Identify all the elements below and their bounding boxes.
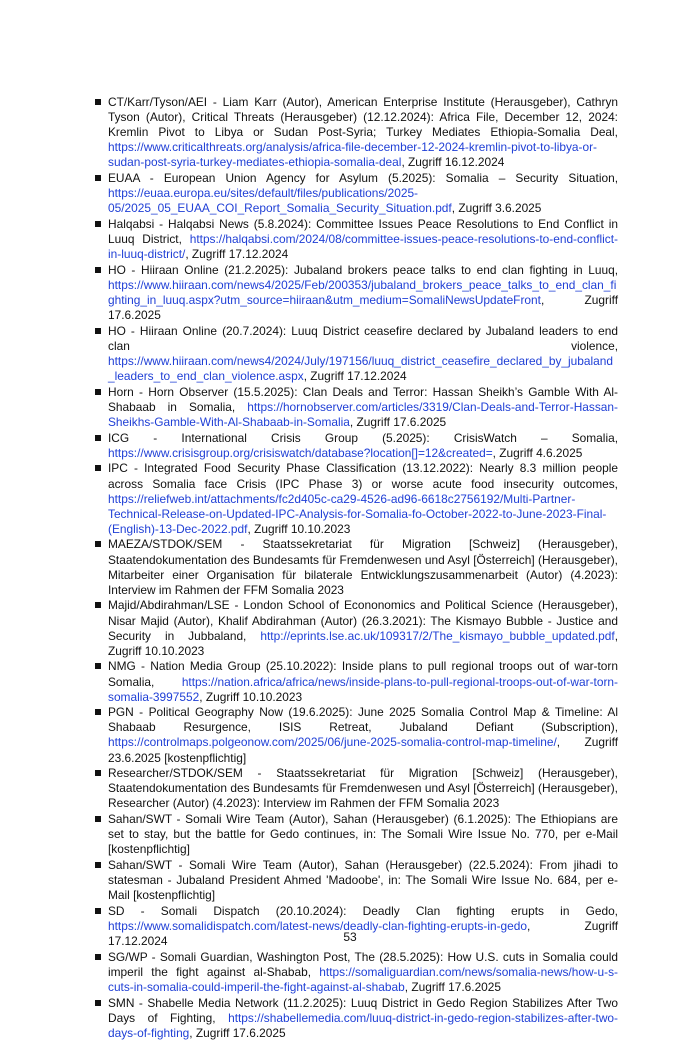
reference-item [94, 431, 618, 461]
reference-item [94, 950, 618, 995]
reference-access-date: , Zugriff 17.12.2024 [303, 369, 407, 384]
reference-link[interactable]: https://www.criticalthreats.org/analysis/africa-file-december-12-2024-kremlin-pivot-to-libya-or-sudan-post-syria-turkey-mediates-ethiopia-somalia-deal [108, 140, 598, 170]
reference-text: SG/WP - Somali Guardian, Washington Post, The (28.5.2025): How U.S. cuts in Somalia could imperil the fight against al-Shabab, [108, 949, 618, 979]
reference-link[interactable]: https://somaliguardian.com/news/somalia-news/how-u-s-cuts-in-somalia-could-imperil-the-fight-against-al-shabab [108, 964, 618, 994]
reference-access-date: , Zugriff 17.6.2025 [349, 414, 447, 429]
reference-access-date: , Zugriff 23.6.2025 [kostenpflichtig] [108, 735, 618, 765]
reference-item [94, 537, 618, 597]
reference-text: Halqabsi - Halqabsi News (5.8.2024): Committee Issues Peace Resolutions to End Conflict in Luuq District, [108, 216, 618, 247]
page-number: 53 [343, 930, 357, 944]
reference-item [94, 766, 618, 811]
reference-access-date: , Zugriff 17.12.2024 [108, 918, 618, 949]
reference-text: HO - Hiiraan Online (20.7.2024): Luuq District ceasefire declared by Jubaland leaders to end clan violence, [108, 323, 618, 353]
reference-link[interactable]: https://www.hiiraan.com/news4/2025/Feb/200353/jubaland_brokers_peace_talks_to_end_clan_fighting_in_luuq.aspx?utm_source=hiiraan&utm_medium=SomaliNewsUpdateFront [108, 277, 617, 307]
reference-text: NMG - Nation Media Group (25.10.2022): Inside plans to pull regional troops out of war-torn Somalia, [108, 659, 618, 689]
reference-list [94, 95, 618, 1042]
reference-link[interactable]: https://hornobserver.com/articles/3319/Clan-Deals-and-Terror-Hassan-Sheikhs-Gamble-With-Al-Shabaab-in-Somalia [108, 399, 618, 429]
reference-access-date: , Zugriff 17.6.2025 [404, 979, 502, 994]
reference-text: Horn - Horn Observer (15.5.2025): Clan Deals and Terror: Hassan Sheikh’s Gamble With Al-Shabaab in Somalia, [108, 384, 618, 414]
reference-item [94, 171, 618, 216]
reference-text: HO - Hiiraan Online (21.2.2025): Jubaland brokers peace talks to end clan fighting in Luuq, [108, 262, 618, 277]
reference-text: PGN - Political Geography Now (19.6.2025): June 2025 Somalia Control Map & Timeline: Al Shabaab Resurgence, ISIS Retreat, Jubaland Defiant (Subscription), [108, 705, 618, 735]
reference-item [94, 95, 618, 170]
reference-text: ICG - International Crisis Group (5.2025): CrisisWatch – Somalia, [108, 430, 618, 445]
reference-item [94, 217, 618, 262]
reference-item [94, 385, 618, 430]
reference-link[interactable]: https://www.crisisgroup.org/crisiswatch/database?location[]=12&created= [108, 445, 493, 460]
reference-access-date: , Zugriff 16.12.2024 [401, 155, 505, 170]
reference-link[interactable]: https://nation.africa/africa/news/inside-plans-to-pull-regional-troops-out-of-war-torn-somalia-3997552 [108, 674, 618, 704]
reference-link[interactable]: https://euaa.europa.eu/sites/default/files/publications/2025-05/2025_05_EUAA_COI_Report_Somalia_Security_Situation.pdf [108, 186, 452, 216]
reference-access-date: , Zugriff 10.10.2023 [108, 628, 618, 658]
reference-item [94, 705, 618, 765]
reference-access-date: , Zugriff 17.12.2024 [185, 247, 289, 262]
reference-link[interactable]: https://halqabsi.com/2024/08/committee-issues-peace-resolutions-to-end-conflict-in-luuq-district/ [108, 232, 618, 262]
reference-text: Majid/Abdirahman/LSE - London School of Econonomics and Political Science (Herausgeber), Nisar Majid (Autor), Khalif Abdirahman (Autor) (26.3.2021): The Kismayo Bubble - Justice and Security in Jubbaland, [108, 598, 618, 643]
reference-access-date: , Zugriff 17.6.2025 [108, 293, 618, 323]
reference-link[interactable]: https://shabellemedia.com/luuq-district-in-gedo-region-stabilizes-after-two-days-of-fighting [108, 1010, 618, 1040]
reference-link[interactable]: https://reliefweb.int/attachments/fc2d405c-ca29-4526-ad96-6618c2756192/Multi-Partner-Technical-Release-on-Updated-IPC-Analysis-for-Somalia-fo-October-2022-to-June-2023-Final-(English)-13-Dec-2022.pdf [108, 491, 607, 536]
reference-access-date: , Zugriff 10.10.2023 [247, 521, 351, 536]
reference-access-date: , Zugriff 4.6.2025 [492, 445, 583, 460]
reference-item [94, 324, 618, 384]
reference-access-date: , Zugriff 10.10.2023 [199, 689, 303, 704]
reference-link[interactable]: https://controlmaps.polgeonow.com/2025/06/june-2025-somalia-control-map-timeline/ [108, 735, 557, 750]
reference-text: Sahan/SWT - Somali Wire Team (Autor), Sahan (Herausgeber) (6.1.2025): The Ethiopians are set to stay, but the battle for Gedo continues, in: The Somali Wire Issue No. 770, per e-Mail [kostenpflichtig] [108, 812, 618, 857]
reference-text: EUAA - European Union Agency for Asylum (5.2025): Somalia – Security Situation, [108, 171, 618, 186]
reference-text: IPC - Integrated Food Security Phase Classification (13.12.2022): Nearly 8.3 million people across Somalia face Crisis (IPC Phase 3) or worse acute food insecurity outcomes, [108, 461, 618, 491]
reference-text: Sahan/SWT - Somali Wire Team (Autor), Sahan (Herausgeber) (22.5.2024): From jihadi to statesman - Jubaland President Ahmed 'Madoobe', in: The Somali Wire Issue No. 684, per e-Mail [kostenpflichtig] [108, 858, 618, 903]
reference-item [94, 461, 618, 536]
reference-item [94, 812, 618, 857]
reference-access-date: , Zugriff 17.6.2025 [189, 1025, 286, 1040]
reference-text: MAEZA/STDOK/SEM - Staatssekretariat für Migration [Schweiz] (Herausgeber), Staatendokumentation des Bundesamts für Fremdenwesen und Asyl [Österreich] (Herausgeber), Mitarbeiter einer Organisation für bilaterale Entwicklungszusammenarbeit (Autor) (4.2023): Interview im Rahmen der FFM Somalia 2023 [108, 537, 618, 597]
reference-item [94, 598, 618, 658]
reference-link[interactable]: https://www.hiiraan.com/news4/2024/July/197156/luuq_district_ceasefire_declared_by_jubaland_leaders_to_end_clan_violence.aspx [108, 353, 614, 384]
reference-text: Researcher/STDOK/SEM - Staatssekretariat für Migration [Schweiz] (Herausgeber), Staatendokumentation des Bundesamts für Fremdenwesen und Asyl [Österreich] (Herausgeber), Researcher (Autor) (4.2023): Interview im Rahmen der FFM Somalia 2023 [108, 766, 618, 811]
reference-link[interactable]: https://www.somalidispatch.com/latest-news/deadly-clan-fighting-erupts-in-gedo [108, 918, 528, 933]
reference-item [94, 996, 618, 1041]
reference-item [94, 263, 618, 323]
reference-item [94, 858, 618, 903]
reference-access-date: , Zugriff 3.6.2025 [451, 201, 542, 216]
reference-link[interactable]: http://eprints.lse.ac.uk/109317/2/The_kismayo_bubble_updated.pdf [260, 628, 615, 643]
reference-item [94, 659, 618, 704]
reference-text: CT/Karr/Tyson/AEI - Liam Karr (Autor), American Enterprise Institute (Herausgeber), Cathryn Tyson (Autor), Critical Threats (Herausgeber) (12.12.2024): Africa File, December 12, 2024: Kremlin Pivot to Libya or Sudan Post-Syria; Turkey Mediates Ethiopia-Somalia Deal, [108, 95, 618, 140]
reference-text: SMN - Shabelle Media Network (11.2.2025): Luuq District in Gedo Region Stabilizes After Two Days of Fighting, [108, 995, 618, 1025]
reference-text: SD - Somali Dispatch (20.10.2024): Deadly Clan fighting erupts in Gedo, [108, 903, 618, 918]
